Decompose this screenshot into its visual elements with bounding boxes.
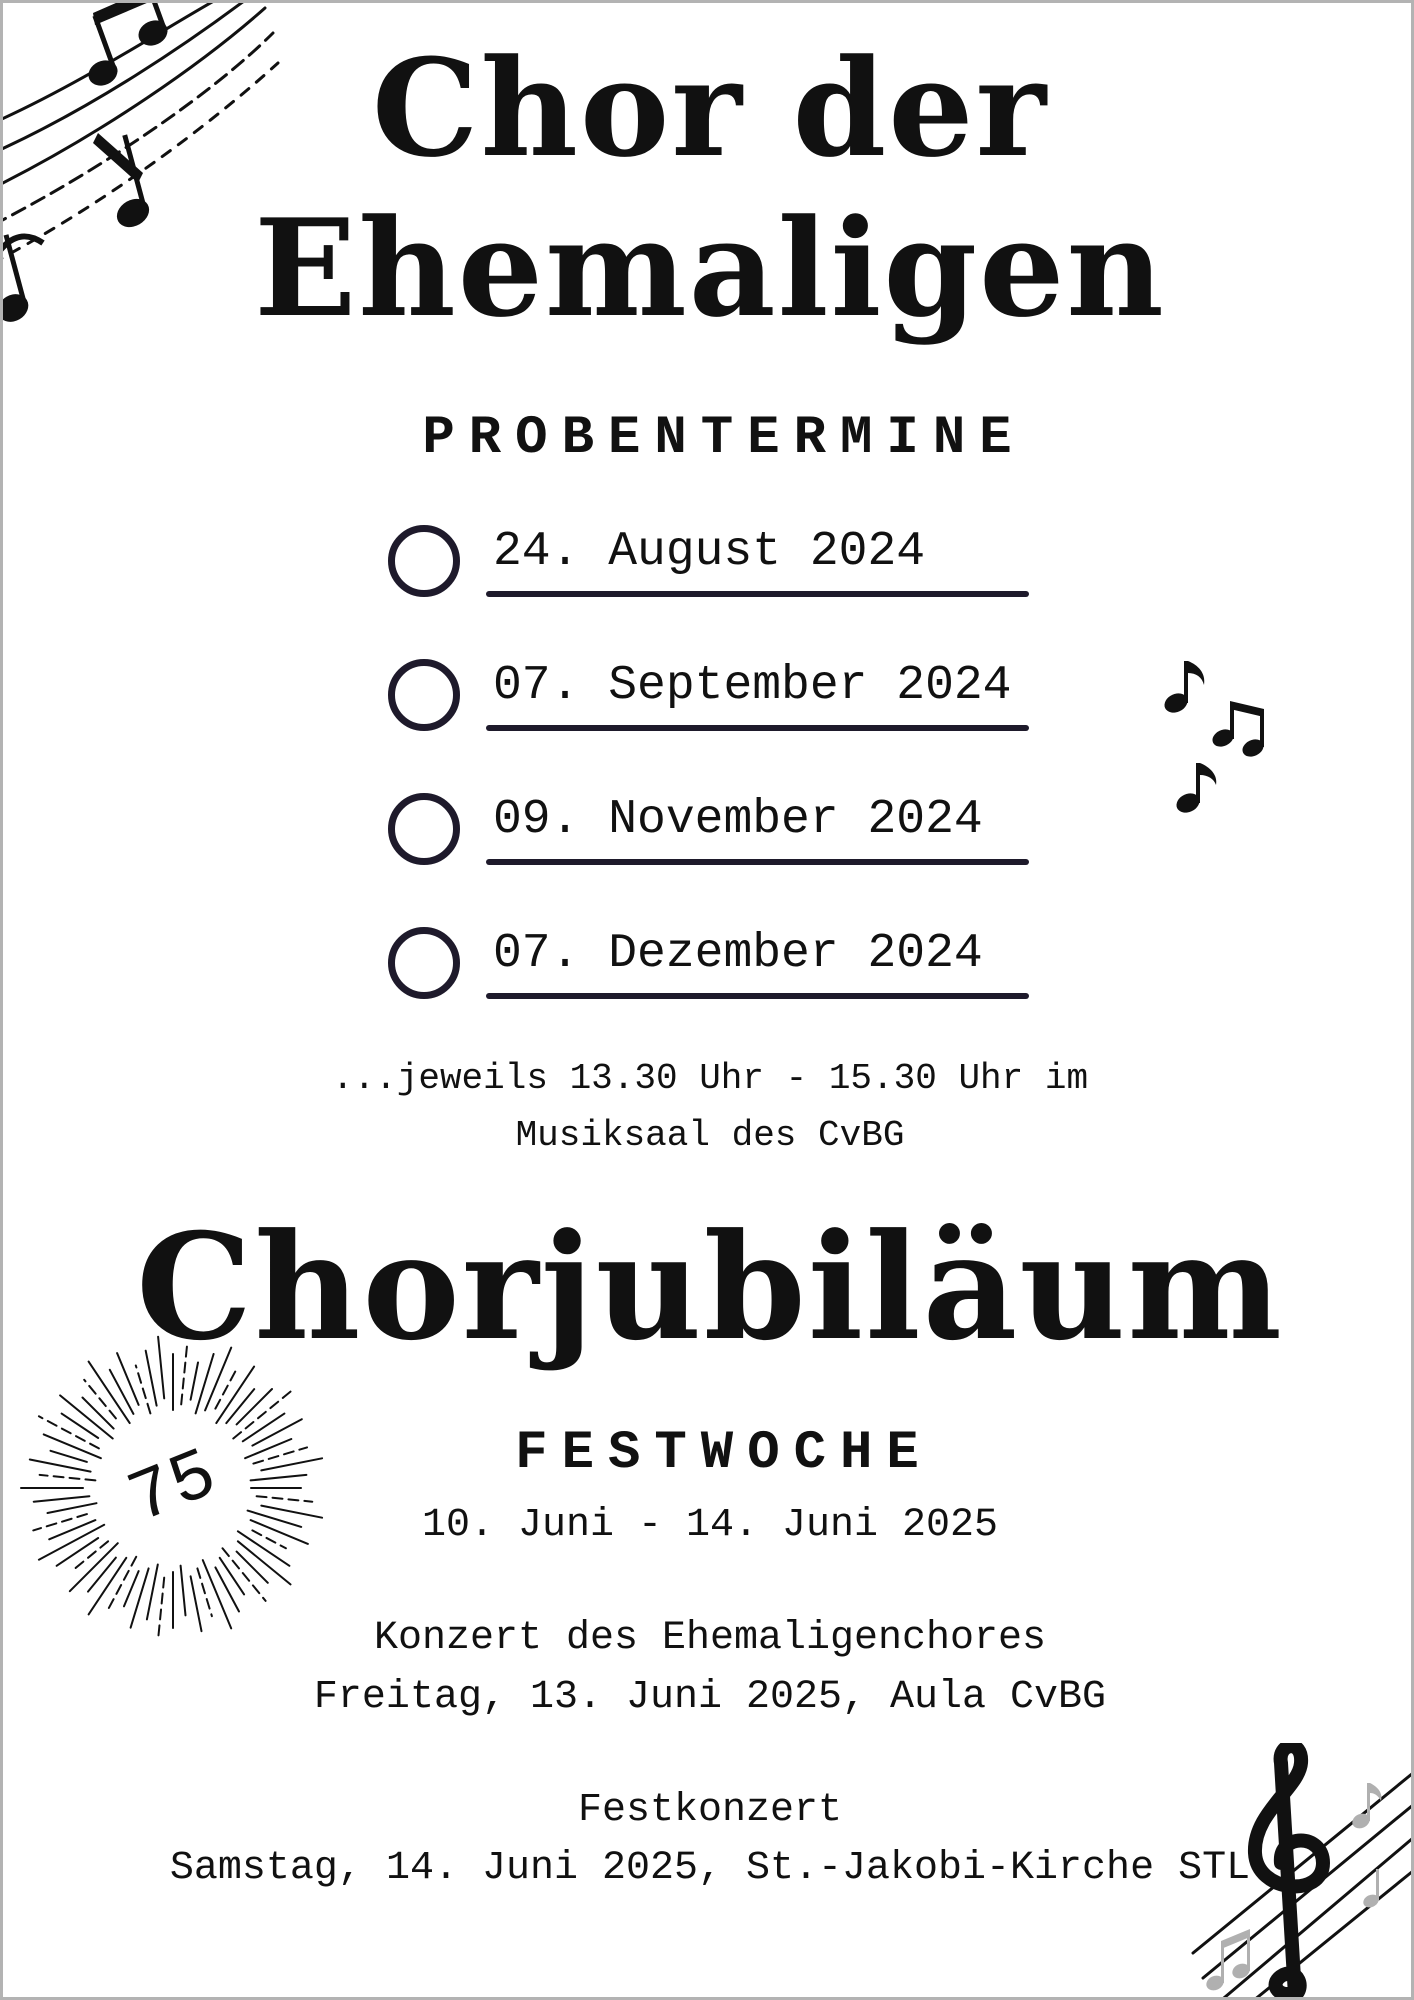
concert-2-details: Samstag, 14. Juni 2025, St.-Jakobi-Kirche STL xyxy=(169,1846,1251,1891)
concert-1-title: Konzert des Ehemaligenchores xyxy=(373,1616,1047,1661)
festweek-heading: FESTWOCHE xyxy=(515,1423,933,1484)
music-notes-icon xyxy=(1158,653,1278,823)
treble-clef-icon xyxy=(1173,1743,1414,2000)
rehearsals-heading: PROBENTERMINE xyxy=(422,408,1026,469)
anniversary-badge xyxy=(13,1328,333,1648)
concert-2-title: Festkonzert xyxy=(577,1788,843,1833)
underline xyxy=(486,859,1029,865)
concert-1-details: Freitag, 13. Juni 2025, Aula CvBG xyxy=(313,1675,1107,1720)
rehearsal-date: 07. September 2024 xyxy=(493,659,1012,713)
location-info: Musiksaal des CvBG xyxy=(515,1115,905,1156)
underline xyxy=(486,993,1029,999)
rehearsal-date: 07. Dezember 2024 xyxy=(493,927,983,981)
checkbox-circle xyxy=(388,793,460,865)
rehearsal-item xyxy=(388,515,1028,605)
title-line-2: Ehemaligen xyxy=(254,189,1166,347)
rehearsal-item xyxy=(388,917,1028,1007)
badge-number: 75 xyxy=(117,1433,229,1543)
rehearsal-item xyxy=(388,649,1028,739)
festweek-dates: 10. Juni - 14. Juni 2025 xyxy=(421,1503,999,1548)
underline xyxy=(486,725,1029,731)
underline xyxy=(486,591,1029,597)
rehearsal-date: 09. November 2024 xyxy=(493,793,983,847)
rehearsal-item xyxy=(388,783,1028,873)
jubilee-title: Chorjubiläum xyxy=(136,1202,1284,1373)
checkbox-circle xyxy=(388,927,460,999)
title-line-1: Chor der xyxy=(371,29,1049,187)
checkbox-circle xyxy=(388,659,460,731)
rehearsal-date: 24. August 2024 xyxy=(493,525,926,579)
checkbox-circle xyxy=(388,525,460,597)
time-info: ...jeweils 13.30 Uhr - 15.30 Uhr im xyxy=(331,1058,1089,1099)
